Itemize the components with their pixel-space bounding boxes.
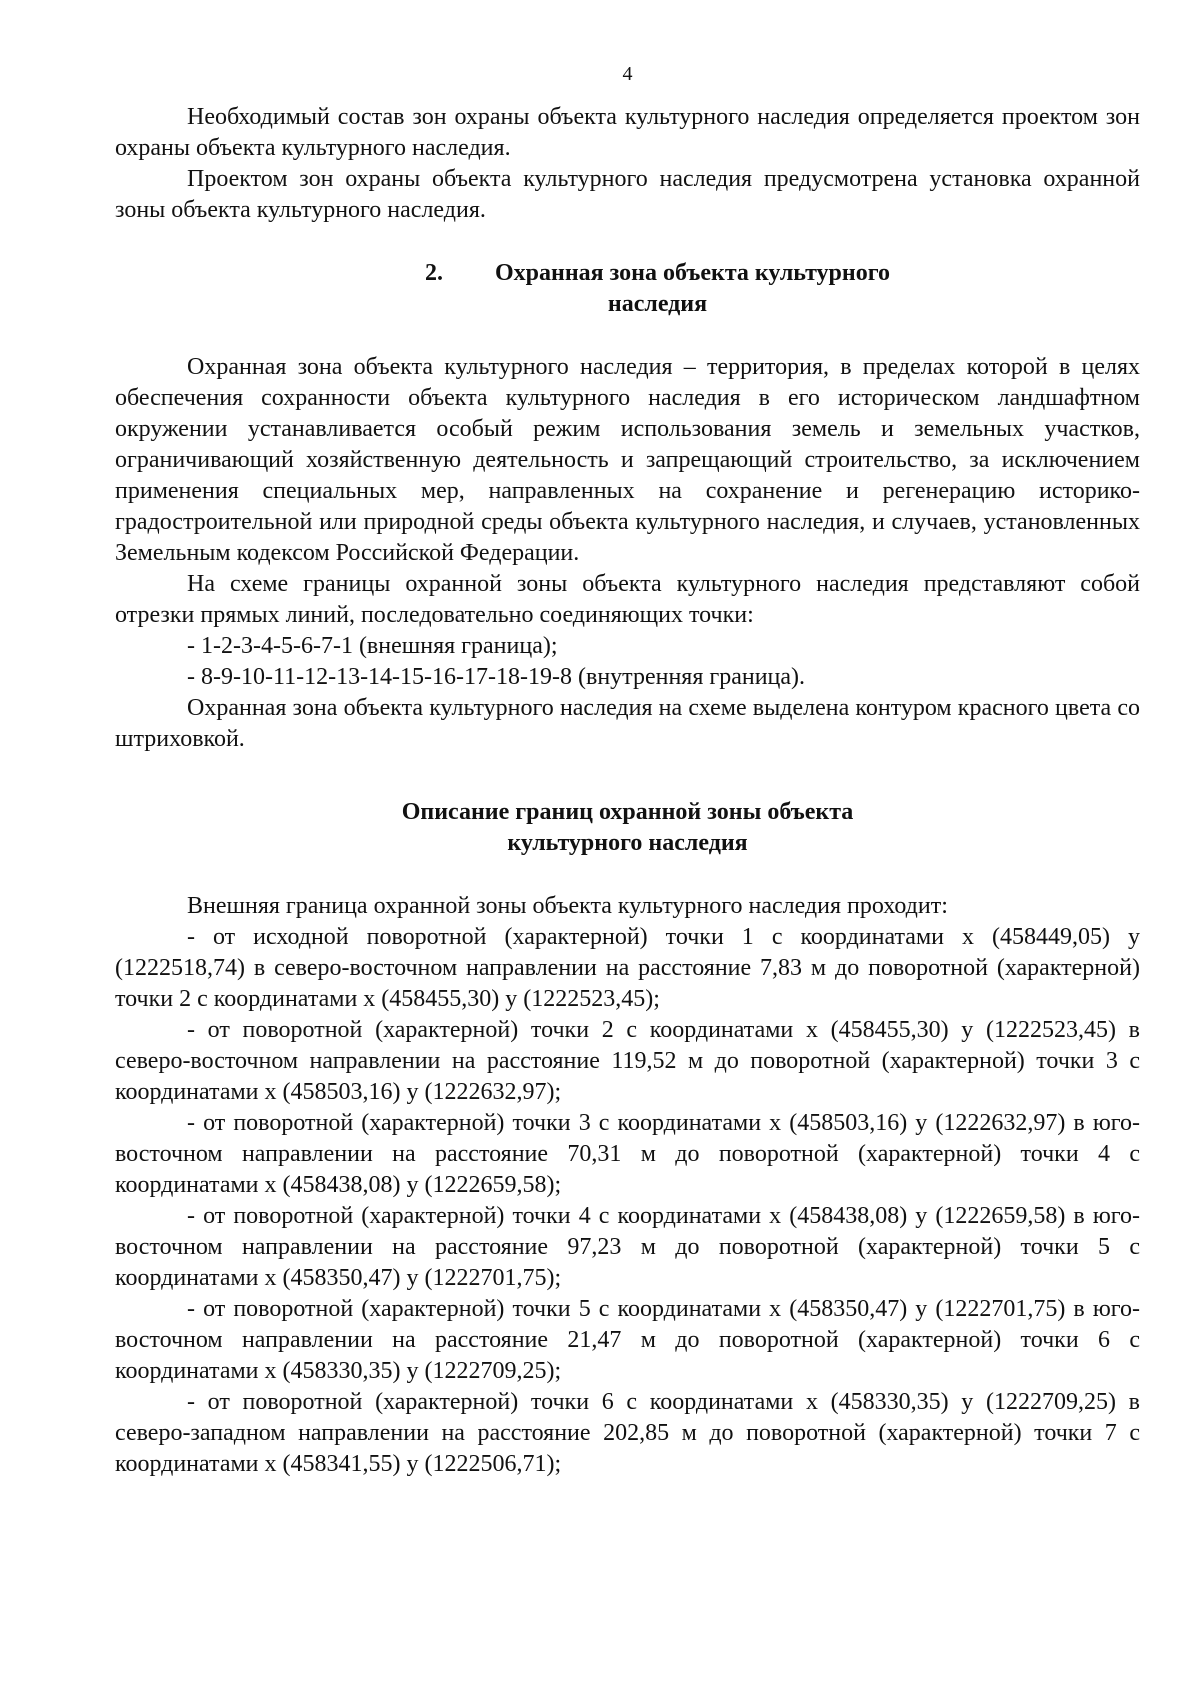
- intro-paragraph: Проектом зон охраны объекта культурного наследия предусмотрена установка охранной зоны объекта культурного наследия.: [115, 166, 1140, 223]
- boundary-segment: - от поворотной (характерной) точки 5 с координатами х (458350,47) у (1222701,75) в юго-восточном направлении на расстояние 21,47 м до поворотной (характерной) точки 6 с координатами х (458330,35) у (1222709,25);: [115, 1296, 1140, 1384]
- section-title-line: наследия: [607, 291, 708, 317]
- boundaries-intro: Внешняя граница охранной зоны объекта культурного наследия проходит:: [187, 893, 948, 919]
- boundaries-title-line: Описание границ охранной зоны объекта: [401, 799, 854, 825]
- section-title-line: Охранная зона объекта культурного: [494, 260, 891, 286]
- boundary-segment: - от поворотной (характерной) точки 3 с координатами х (458503,16) у (1222632,97) в юго-восточном направлении на расстояние 70,31 м до поворотной (характерной) точки 4 с координатами х (458438,08) у (1222659,58);: [115, 1110, 1140, 1198]
- section-2-heading: [115, 258, 1140, 320]
- list-item: - 8-9-10-11-12-13-14-15-16-17-18-19-8 (внутренняя граница).: [187, 664, 806, 690]
- body-paragraph: Охранная зона объекта культурного наследия – территория, в пределах которой в целях обеспечения сохранности объекта культурного наследия в его историческом ландшафтном окружении устанавливается особый режим использования земель и земельных участков, ограничивающий хозяйственную деятельность и запрещающий строительство, за исключением применения специальных мер, направленных на сохранение и регенерацию историко-градостроительной или природной среды объекта культурного наследия, и случаев, установленных Земельным кодексом Российской Федерации.: [115, 354, 1140, 566]
- intro-paragraph: Необходимый состав зон охраны объекта культурного наследия определяется проектом зон охраны объекта культурного наследия.: [115, 104, 1140, 161]
- boundaries-heading: [115, 797, 1140, 859]
- boundary-segment: - от исходной поворотной (характерной) точки 1 с координатами х (458449,05) у (1222518,74) в северо-восточном направлении на расстояние 7,83 м до поворотной (характерной) точки 2 с координатами х (458455,30) у (1222523,45);: [115, 924, 1140, 1012]
- boundary-segment: - от поворотной (характерной) точки 2 с координатами х (458455,30) у (1222523,45) в северо-восточном направлении на расстояние 119,52 м до поворотной (характерной) точки 3 с координатами х (458503,16) у (1222632,97);: [115, 1017, 1140, 1105]
- body-paragraph: На схеме границы охранной зоны объекта культурного наследия представляют собой отрезки прямых линий, последовательно соединяющих точки:: [115, 571, 1140, 628]
- boundaries-title-line: культурного наследия: [507, 830, 748, 856]
- page-number: 4: [622, 63, 633, 85]
- body-paragraph: Охранная зона объекта культурного наследия на схеме выделена контуром красного цвета со штриховкой.: [115, 695, 1140, 752]
- document-page: [115, 0, 1140, 1480]
- list-item: - 1-2-3-4-5-6-7-1 (внешняя граница);: [187, 633, 558, 659]
- boundary-segment: - от поворотной (характерной) точки 6 с координатами х (458330,35) у (1222709,25) в северо-западном направлении на расстояние 202,85 м до поворотной (характерной) точки 7 с координатами х (458341,55) у (1222506,71);: [115, 1389, 1140, 1477]
- boundary-segment: - от поворотной (характерной) точки 4 с координатами х (458438,08) у (1222659,58) в юго-восточном направлении на расстояние 97,23 м до поворотной (характерной) точки 5 с координатами х (458350,47) у (1222701,75);: [115, 1203, 1140, 1291]
- section-number: 2.: [424, 260, 443, 286]
